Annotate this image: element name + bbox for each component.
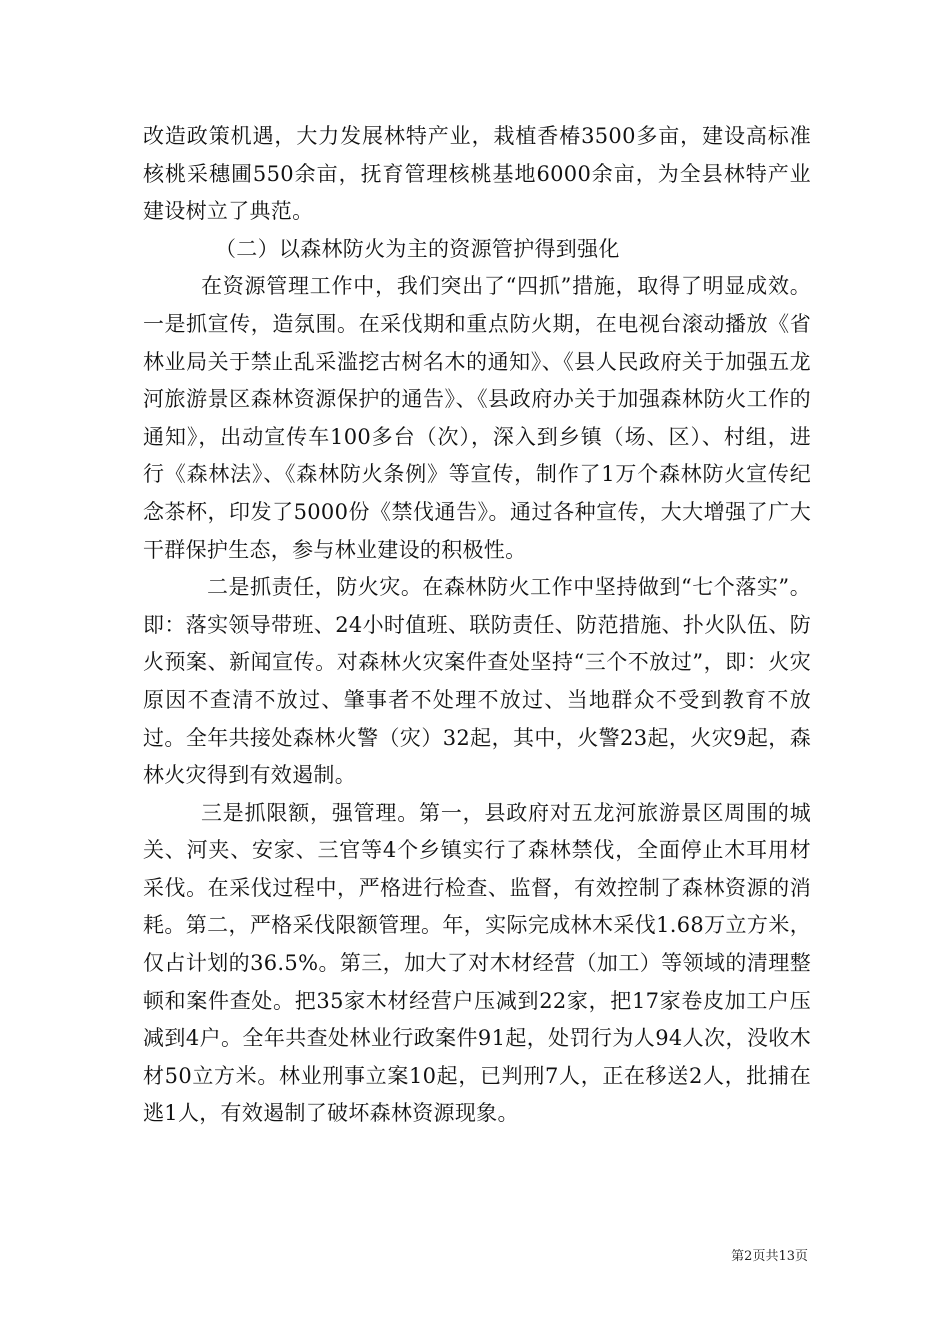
document-body — [143, 118, 811, 1133]
page-number-footer: 第2页共13页 — [731, 1249, 808, 1264]
paragraph-quota-management: 三是抓限额，强管理。第一，县政府对五龙河旅游景区周围的城关、河夹、安家、三官等4个乡镇实行了森林禁伐，全面停止木耳用材采伐。在采伐过程中，严格进行检查、监督，有效控制了森林资源的消耗。第二，严格采伐限额管理。年，实际完成林木采伐1.68万立方米，仅占计划的36.5%。第三，加大了对木材经营（加工）等领域的清理整顿和案件查处。把35家木材经营户压减到22家，把17家卷皮加工户压减到4户。全年共查处林业行政案件91起，处罚行为人94人次，没收木材50立方米。林业刑事立案10起，已判刑7人，正在移送2人，批捕在逃1人，有效遏制了破坏森林资源现象。 — [143, 800, 811, 1126]
paragraph-continuation: 改造政策机遇，大力发展林特产业，栽植香椿3500多亩，建设高标准核桃采穗圃550余亩，抚育管理核桃基地6000余亩，为全县林特产业建设树立了典范。 — [143, 124, 811, 224]
paragraph-responsibility: 二是抓责任，防火灾。在森林防火工作中坚持做到“七个落实”。即：落实领导带班、24小时值班、联防责任、防范措施、扑火队伍、防火预案、新闻宣传。对森林火灾案件查处坚持“三个不放过”，即：火灾原因不查清不放过、肇事者不处理不放过、当地群众不受到教育不放过。全年共接处森林火警（灾）32起，其中，火警23起，火灾9起，森林火灾得到有效遏制。 — [143, 575, 811, 788]
section-heading: （二）以森林防火为主的资源管护得到强化 — [215, 236, 620, 261]
paragraph-publicity: 在资源管理工作中，我们突出了“四抓”措施，取得了明显成效。一是抓宣传，造氛围。在采伐期和重点防火期，在电视台滚动播放《省林业局关于禁止乱采滥挖古树名木的通知》、《县人民政府关于加强五龙河旅游景区森林资源保护的通告》、《县政府办关于加强森林防火工作的通知》，出动宣传车100多台（次），深入到乡镇（场、区）、村组，进行《森林法》、《森林防火条例》等宣传，制作了1万个森林防火宣传纪念茶杯，印发了5000份《禁伐通告》。通过各种宣传，大大增强了广大干群保护生态，参与林业建设的积极性。 — [143, 274, 811, 562]
